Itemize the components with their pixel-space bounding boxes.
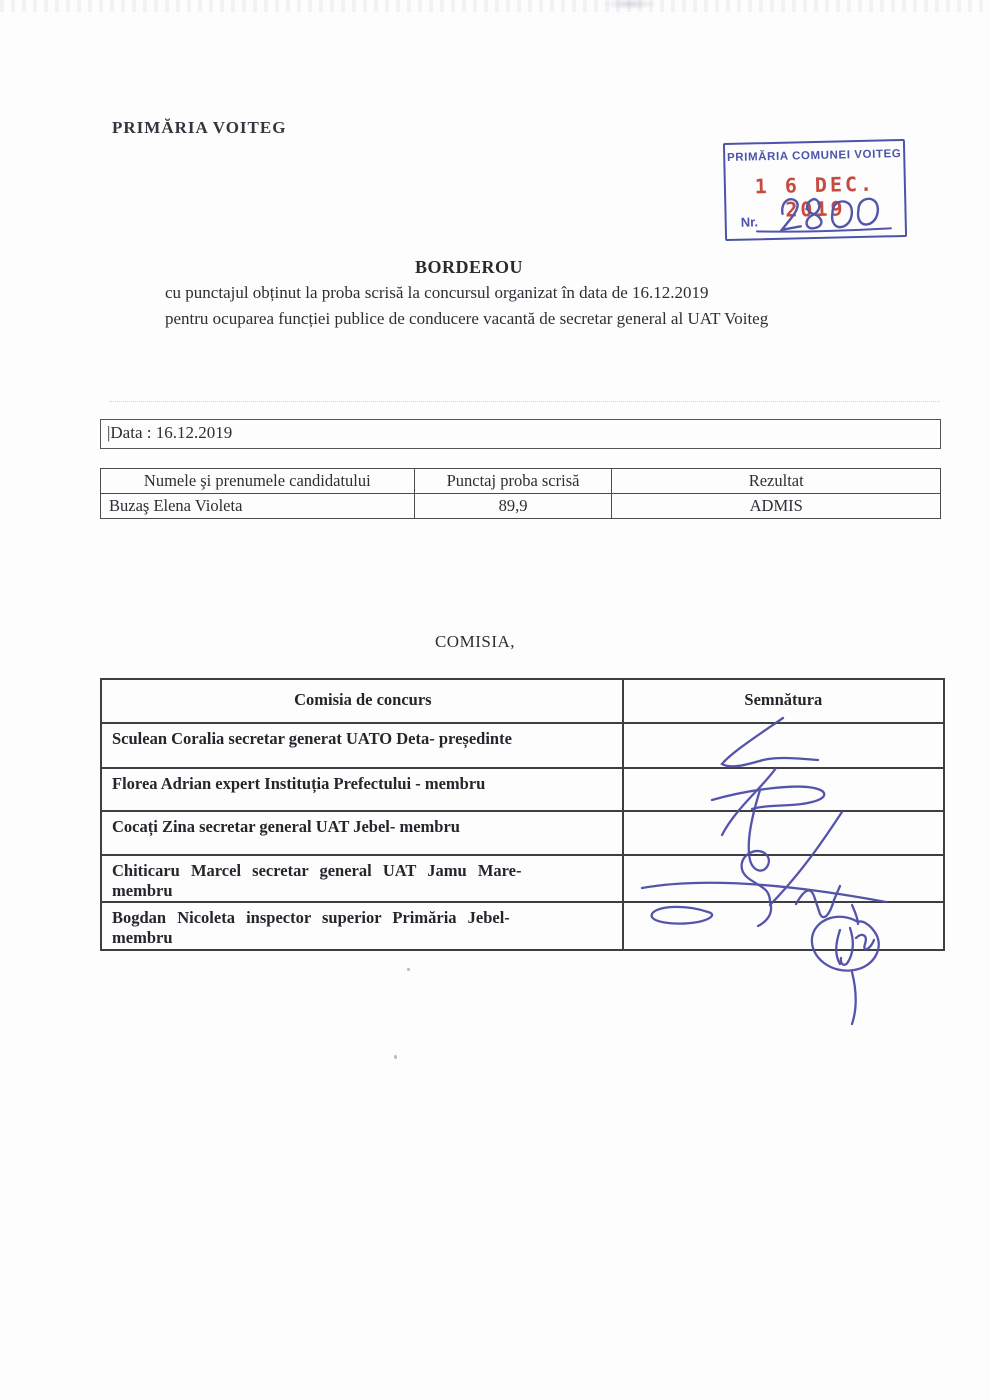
member-name: Chiticaru Marcel secretar general UAT Jamu Mare-: [112, 861, 522, 880]
document-subtitle-line1: cu punctajul obținut la proba scrisă la concursul organizat în data de 16.12.2019: [165, 283, 709, 302]
commission-row: [101, 723, 944, 768]
stamp-number-label: Nr.: [740, 214, 759, 230]
scan-speck: [394, 1055, 397, 1059]
commission-row: Chiticaru Marcel secretar general UAT Jamu Mare- membru: [101, 855, 944, 902]
organization-name: PRIMĂRIA VOITEG: [112, 118, 287, 137]
signature-cell: [623, 768, 944, 811]
commission-row: [101, 768, 944, 811]
commission-header-signature: Semnătura: [623, 679, 944, 723]
scanner-noise-band: [0, 0, 990, 12]
stamp-date-text: 1 6 DEC. 2019: [754, 171, 876, 222]
results-header-score: Punctaj proba scrisă: [414, 469, 612, 494]
faint-rule: [110, 401, 940, 402]
scan-speck: [407, 968, 410, 971]
member-name: Cocați Zina secretar general UAT Jebel- membru: [112, 817, 460, 836]
results-table: [100, 468, 941, 519]
results-header-result: Rezultat: [612, 469, 941, 494]
stamp-organization-text: PRIMĂRIA COMUNEI VOITEG: [726, 148, 902, 164]
candidate-name: Buzaş Elena Violeta: [101, 494, 415, 519]
stamp-handwritten-number: [725, 141, 905, 239]
commission-table: [100, 678, 945, 951]
results-header-row: [101, 469, 941, 494]
commission-header-name: Comisia de concurs: [101, 679, 623, 723]
signature-cell: [623, 723, 944, 768]
candidate-score: 89,9: [414, 494, 612, 519]
results-header-name: Numele şi prenumele candidatului: [101, 469, 415, 494]
signature-cell: [623, 855, 944, 902]
commission-row: [101, 811, 944, 855]
member-name: Florea Adrian expert Instituția Prefectului - membru: [112, 774, 486, 793]
member-name: Sculean Coralia secretar generat UATO Deta- președinte: [112, 729, 512, 748]
document-subtitle-line2: pentru ocuparea funcției publice de conducere vacantă de secretar general al UAT Voiteg: [165, 309, 769, 328]
candidate-result: ADMIS: [612, 494, 941, 519]
date-box: |Data : 16.12.2019: [100, 419, 941, 449]
results-data-row: [101, 494, 941, 519]
member-name: Bogdan Nicoleta inspector superior Primăria Jebel-: [112, 908, 510, 927]
commission-header-row: [101, 679, 944, 723]
commission-row: Bogdan Nicoleta inspector superior Primăria Jebel- membru: [101, 902, 944, 950]
signature-cell: [623, 902, 944, 950]
commission-heading: COMISIA,: [434, 632, 516, 651]
signature-cell: [623, 811, 944, 855]
registration-stamp: [723, 139, 907, 241]
document-title: BORDEROU: [414, 257, 523, 277]
